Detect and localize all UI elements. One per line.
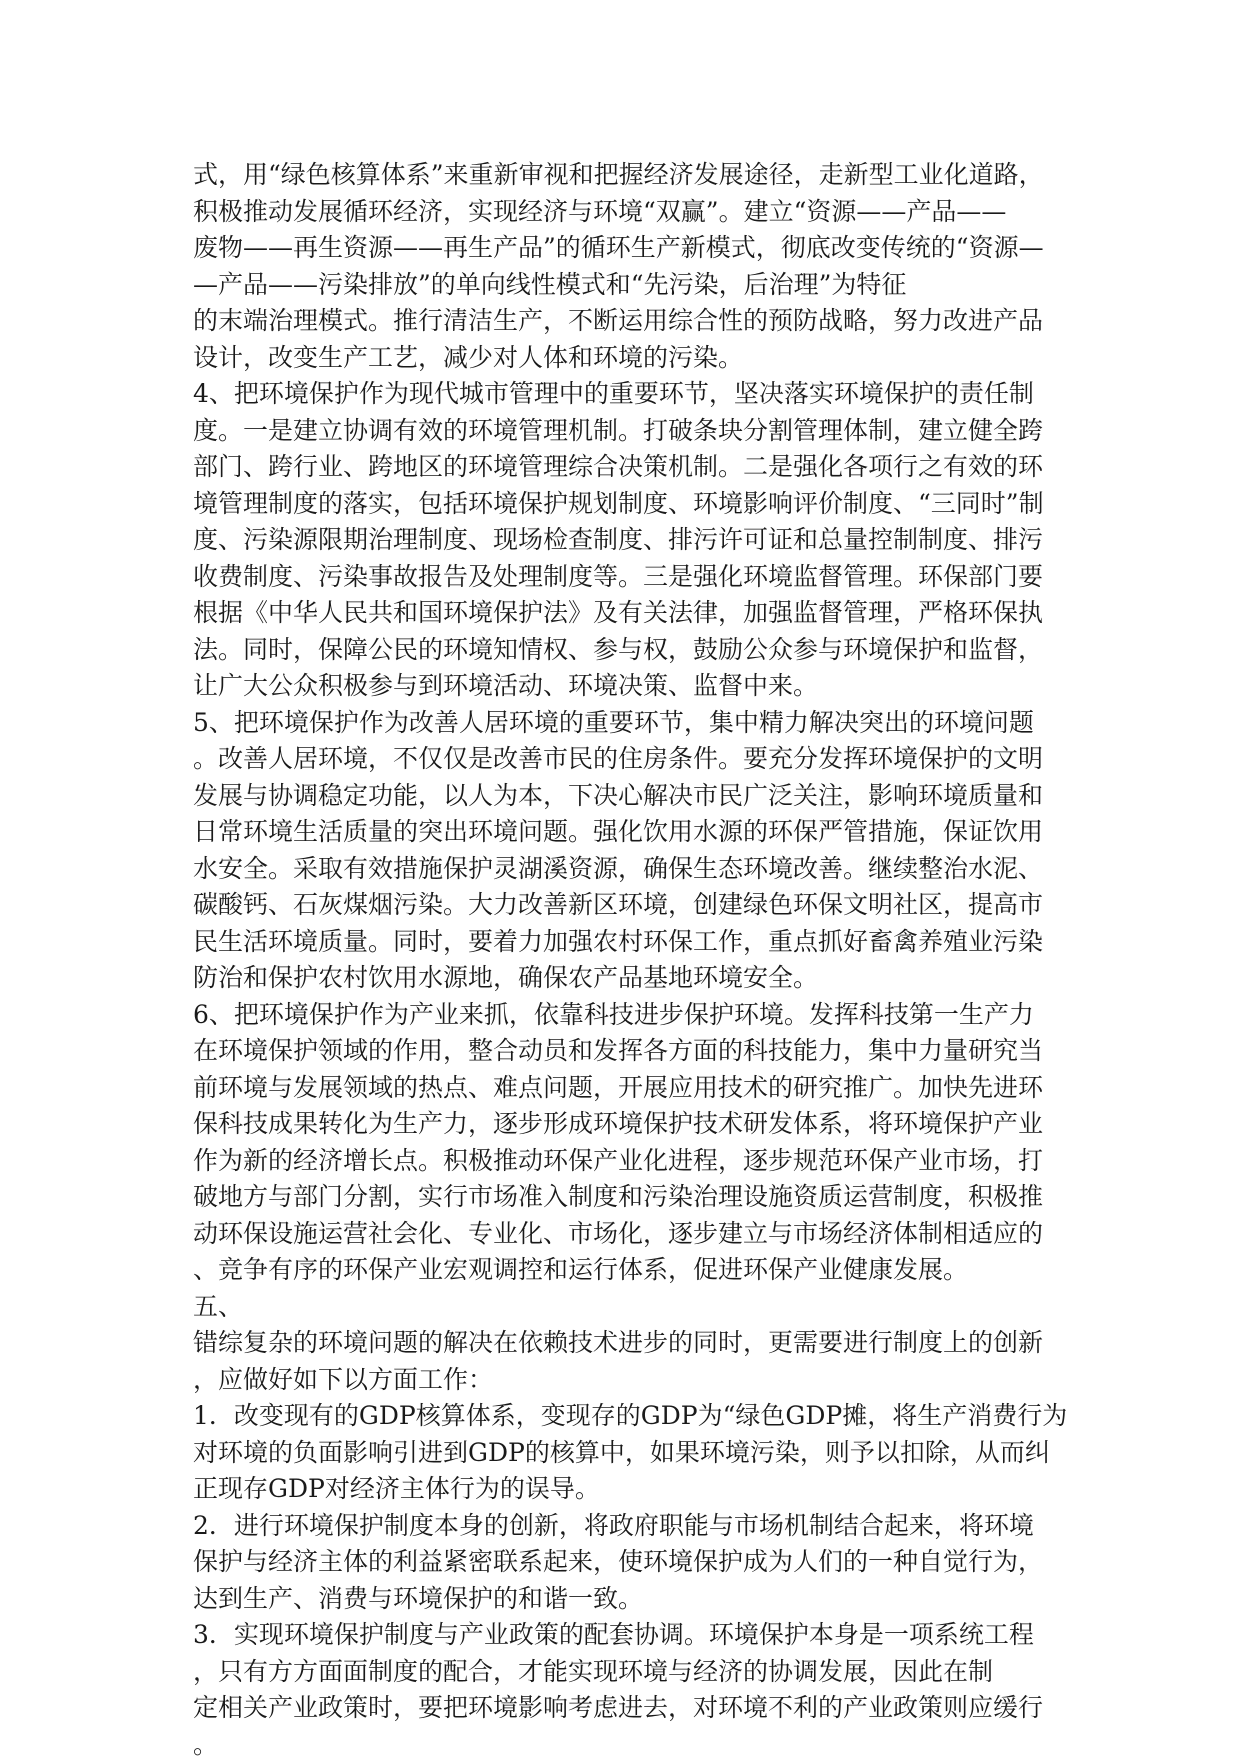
text-line: 错综复杂的环境问题的解决在依赖技术进步的同时，更需要进行制度上的创新	[193, 1325, 1063, 1362]
text-line: 前环境与发展领域的热点、难点问题，开展应用技术的研究推广。加快先进环	[193, 1070, 1063, 1107]
text-line: 。改善人居环境，不仅仅是改善市民的住房条件。要充分发挥环境保护的文明	[193, 741, 1063, 778]
text-line: 式，用“绿色核算体系”来重新审视和把握经济发展途径，走新型工业化道路，	[193, 157, 1063, 194]
text-line: 作为新的经济增长点。积极推动环保产业化进程，逐步规范环保产业市场，打	[193, 1143, 1063, 1180]
text-line: ，只有方方面面制度的配合，才能实现环境与经济的协调发展，因此在制	[193, 1654, 1063, 1691]
text-line: 、竞争有序的环保产业宏观调控和运行体系，促进环保产业健康发展。	[193, 1252, 1063, 1289]
text-line: 日常环境生活质量的突出环境问题。强化饮用水源的环保严管措施，保证饮用	[193, 814, 1063, 851]
document-body	[193, 157, 1063, 1763]
text-line: 防治和保护农村饮用水源地，确保农产品基地环境安全。	[193, 960, 1063, 997]
text-line: 定相关产业政策时，要把环境影响考虑进去，对环境不利的产业政策则应缓行	[193, 1690, 1063, 1727]
text-line: 五、	[193, 1289, 1063, 1326]
text-line: 2．进行环境保护制度本身的创新，将政府职能与市场机制结合起来，将环境	[193, 1508, 1063, 1545]
text-line: 5、把环境保护作为改善人居环境的重要环节，集中精力解决突出的环境问题	[193, 705, 1063, 742]
text-line: 6、把环境保护作为产业来抓，依靠科技进步保护环境。发挥科技第一生产力	[193, 997, 1063, 1034]
text-line: 对环境的负面影响引进到GDP的核算中，如果环境污染，则予以扣除，从而纠	[193, 1435, 1063, 1472]
text-line: 的末端治理模式。推行清洁生产，不断运用综合性的预防战略，努力改进产品	[193, 303, 1063, 340]
text-line: 水安全。采取有效措施保护灵湖溪资源，确保生态环境改善。继续整治水泥、	[193, 851, 1063, 888]
text-line: 废物——再生资源——再生产品”的循环生产新模式，彻底改变传统的“资源—	[193, 230, 1063, 267]
text-line: 3．实现环境保护制度与产业政策的配套协调。环境保护本身是一项系统工程	[193, 1617, 1063, 1654]
text-line: 破地方与部门分割，实行市场准入制度和污染治理设施资质运营制度，积极推	[193, 1179, 1063, 1216]
text-line: 在环境保护领域的作用，整合动员和发挥各方面的科技能力，集中力量研究当	[193, 1033, 1063, 1070]
text-line: 度。一是建立协调有效的环境管理机制。打破条块分割管理体制，建立健全跨	[193, 413, 1063, 450]
text-line: 达到生产、消费与环境保护的和谐一致。	[193, 1581, 1063, 1618]
text-line: —产品——污染排放”的单向线性模式和“先污染，后治理”为特征	[193, 267, 1063, 304]
text-line: 正现存GDP对经济主体行为的误导。	[193, 1471, 1063, 1508]
text-line: 让广大公众积极参与到环境活动、环境决策、监督中来。	[193, 668, 1063, 705]
text-line: 法。同时，保障公民的环境知情权、参与权，鼓励公众参与环境保护和监督，	[193, 632, 1063, 669]
text-line: 碳酸钙、石灰煤烟污染。大力改善新区环境，创建绿色环保文明社区，提高市	[193, 887, 1063, 924]
text-line: 动环保设施运营社会化、专业化、市场化，逐步建立与市场经济体制相适应的	[193, 1216, 1063, 1253]
text-line: 。	[193, 1727, 1063, 1763]
text-line: 设计，改变生产工艺，减少对人体和环境的污染。	[193, 340, 1063, 377]
text-line: 根据《中华人民共和国环境保护法》及有关法律，加强监督管理，严格环保执	[193, 595, 1063, 632]
text-line: 积极推动发展循环经济，实现经济与环境“双赢”。建立“资源——产品——	[193, 194, 1063, 231]
text-line: 发展与协调稳定功能，以人为本，下决心解决市民广泛关注，影响环境质量和	[193, 778, 1063, 815]
text-line: 4、把环境保护作为现代城市管理中的重要环节，坚决落实环境保护的责任制	[193, 376, 1063, 413]
text-line: 保护与经济主体的利益紧密联系起来，使环境保护成为人们的一种自觉行为，	[193, 1544, 1063, 1581]
text-line: 收费制度、污染事故报告及处理制度等。三是强化环境监督管理。环保部门要	[193, 559, 1063, 596]
text-line: 民生活环境质量。同时，要着力加强农村环保工作，重点抓好畜禽养殖业污染	[193, 924, 1063, 961]
text-line: 1．改变现有的GDP核算体系，变现存的GDP为“绿色GDP摊，将生产消费行为	[193, 1398, 1063, 1435]
text-line: ，应做好如下以方面工作：	[193, 1362, 1063, 1399]
text-line: 部门、跨行业、跨地区的环境管理综合决策机制。二是强化各项行之有效的环	[193, 449, 1063, 486]
text-line: 度、污染源限期治理制度、现场检查制度、排污许可证和总量控制制度、排污	[193, 522, 1063, 559]
text-line: 保科技成果转化为生产力，逐步形成环境保护技术研发体系，将环境保护产业	[193, 1106, 1063, 1143]
text-line: 境管理制度的落实，包括环境保护规划制度、环境影响评价制度、“三同时”制	[193, 486, 1063, 523]
